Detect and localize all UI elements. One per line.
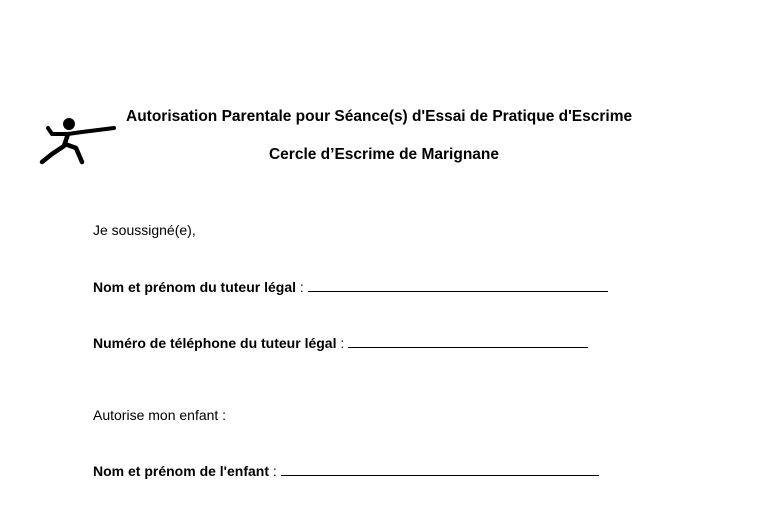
guardian-phone-separator: : (336, 335, 345, 351)
guardian-name-separator: : (296, 279, 304, 295)
guardian-name-label: Nom et prénom du tuteur légal (93, 279, 297, 295)
guardian-name-field[interactable] (308, 279, 608, 292)
child-name-separator: : (269, 463, 277, 479)
guardian-phone-field[interactable] (348, 335, 588, 348)
page-subtitle (0, 146, 768, 164)
club-name: Cercle d’Escrime de Marignane (268, 146, 499, 163)
guardian-phone-row (93, 335, 588, 351)
child-name-label: Nom et prénom de l'enfant (93, 463, 270, 479)
intro-label: Je soussigné(e), (93, 222, 196, 238)
child-name-field[interactable] (281, 463, 599, 476)
guardian-name-row (93, 279, 608, 295)
page-title: Autorisation Parentale pour Séance(s) d'Essai de Pratique d'Escrime (126, 108, 633, 125)
child-name-row (93, 463, 599, 479)
authorize-label: Autorise mon enfant : (93, 407, 227, 423)
guardian-phone-label: Numéro de téléphone du tuteur légal (93, 335, 337, 351)
authorize-text (93, 407, 226, 423)
intro-text (93, 222, 196, 238)
